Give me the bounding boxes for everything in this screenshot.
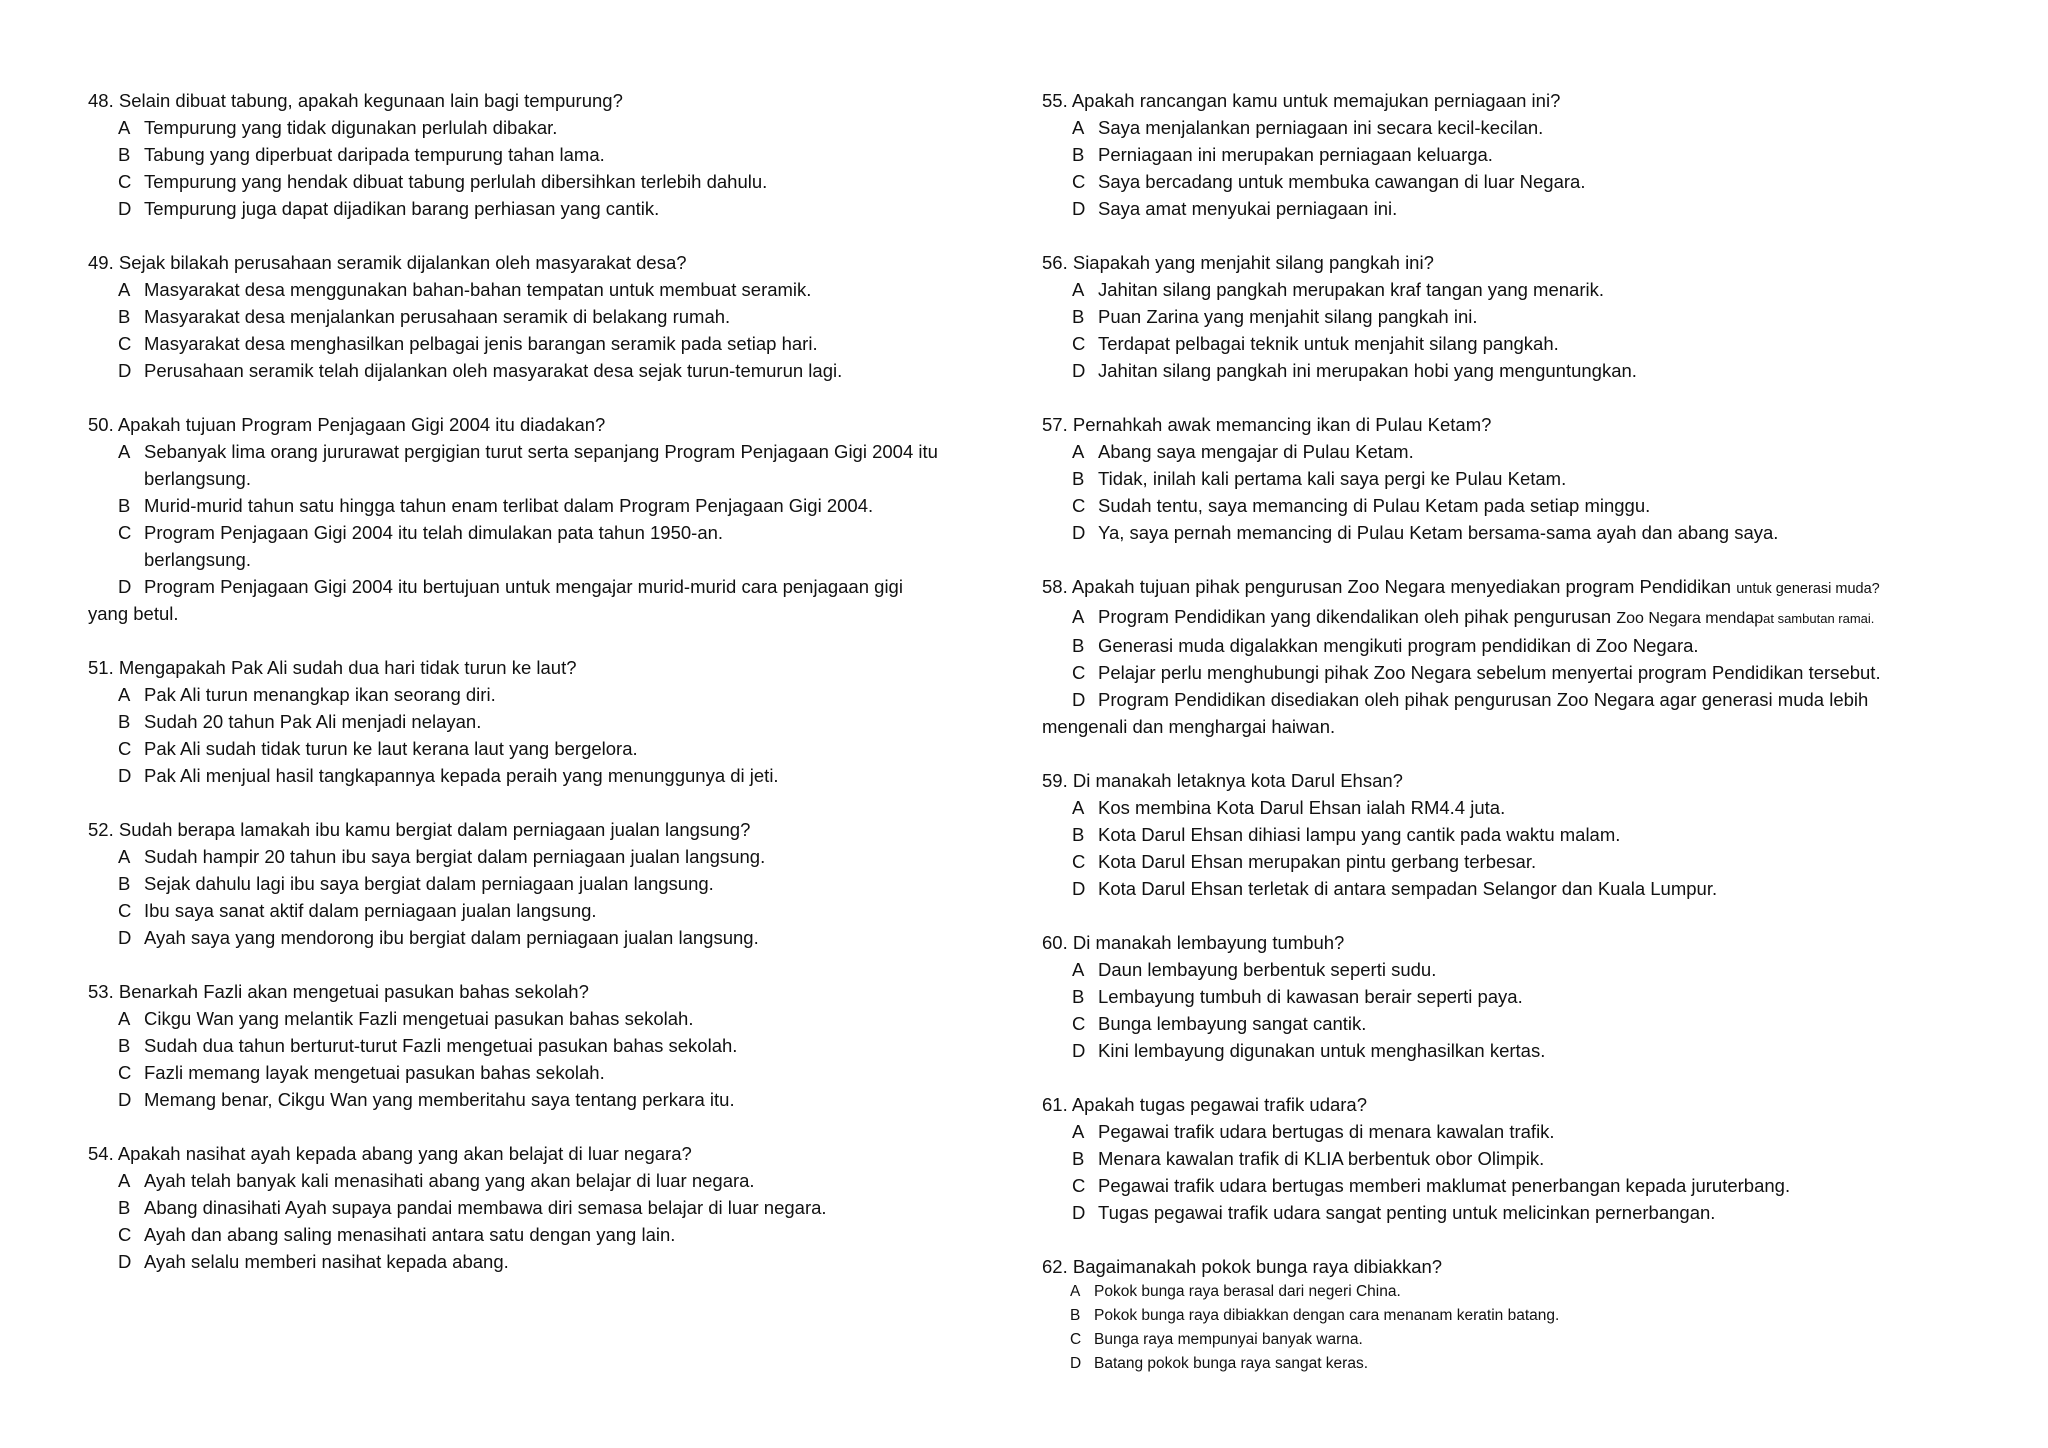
option-text: Kota Darul Ehsan dihiasi lampu yang cantik pada waktu malam. xyxy=(1098,824,1621,845)
option-a xyxy=(1042,1118,2000,1145)
option-b xyxy=(1042,1145,2000,1172)
option-c xyxy=(1042,1010,2000,1037)
question-text: 53. Benarkah Fazli akan mengetuai pasukan bahas sekolah? xyxy=(88,981,589,1002)
option-a xyxy=(88,1167,1023,1194)
option-b xyxy=(1042,632,2000,659)
option-letter: D xyxy=(118,765,132,786)
option-text: Kota Darul Ehsan merupakan pintu gerbang terbesar. xyxy=(1098,851,1537,872)
question-55 xyxy=(1042,87,2000,222)
question-text-small: untuk generasi muda? xyxy=(1736,581,1880,597)
option-a xyxy=(88,843,1023,870)
option-text: Cikgu Wan yang melantik Fazli mengetuai pasukan bahas sekolah. xyxy=(144,1008,694,1029)
option-a xyxy=(1042,276,2000,303)
question-text: 55. Apakah rancangan kamu untuk memajukan perniagaan ini? xyxy=(1042,90,1561,111)
option-text: Bunga raya mempunyai banyak warna. xyxy=(1094,1331,1363,1348)
option-c xyxy=(1042,492,2000,519)
option-letter: D xyxy=(118,576,132,597)
option-text: Tidak, inilah kali pertama kali saya pergi ke Pulau Ketam. xyxy=(1098,468,1567,489)
option-letter: D xyxy=(118,1251,132,1272)
option-text: Sudah 20 tahun Pak Ali menjadi nelayan. xyxy=(144,711,482,732)
option-text: Masyarakat desa menggunakan bahan-bahan tempatan untuk membuat seramik. xyxy=(144,279,812,300)
option-text: Sudah dua tahun berturut-turut Fazli mengetuai pasukan bahas sekolah. xyxy=(144,1035,738,1056)
option-text: Ayah telah banyak kali menasihati abang yang akan belajar di luar negara. xyxy=(144,1170,755,1191)
option-c xyxy=(1042,659,2000,686)
option-text: Pelajar perlu menghubungi pihak Zoo Negara sebelum menyertai program Pendidikan tersebut. xyxy=(1098,662,1881,683)
option-c xyxy=(88,168,1023,195)
option-letter: A xyxy=(118,684,131,705)
option-text: Ibu saya sanat aktif dalam perniagaan jualan langsung. xyxy=(144,900,597,921)
option-text: Ayah saya yang mendorong ibu bergiat dalam perniagaan jualan langsung. xyxy=(144,927,759,948)
question-text: 52. Sudah berapa lamakah ibu kamu bergiat dalam perniagaan jualan langsung? xyxy=(88,819,751,840)
question-text: 56. Siapakah yang menjahit silang pangkah ini? xyxy=(1042,252,1434,273)
option-letter: D xyxy=(1072,360,1086,381)
option-c xyxy=(88,735,1023,762)
question-text: 49. Sejak bilakah perusahaan seramik dijalankan oleh masyarakat desa? xyxy=(88,252,687,273)
option-letter: A xyxy=(1072,279,1085,300)
option-d xyxy=(1042,1037,2000,1064)
option-b xyxy=(1042,983,2000,1010)
option-a xyxy=(88,438,1023,465)
option-letter: D xyxy=(1072,1040,1086,1061)
option-text: Memang benar, Cikgu Wan yang memberitahu saya tentang perkara itu. xyxy=(144,1089,735,1110)
option-text: Jahitan silang pangkah merupakan kraf tangan yang menarik. xyxy=(1098,279,1604,300)
option-text: Ayah selalu memberi nasihat kepada abang. xyxy=(144,1251,509,1272)
option-text: Tempurung juga dapat dijadikan barang perhiasan yang cantik. xyxy=(144,198,660,219)
option-letter: C xyxy=(118,1062,132,1083)
option-letter: A xyxy=(1070,1283,1081,1300)
option-text: Ayah dan abang saling menasihati antara satu dengan yang lain. xyxy=(144,1224,676,1245)
question-50 xyxy=(88,411,1023,627)
option-letter: C xyxy=(1072,495,1086,516)
option-a xyxy=(88,681,1023,708)
option-text: Saya bercadang untuk membuka cawangan di luar Negara. xyxy=(1098,171,1586,192)
option-c xyxy=(1042,330,2000,357)
option-a xyxy=(1042,438,2000,465)
option-c xyxy=(1042,1172,2000,1199)
option-letter: C xyxy=(1072,1013,1086,1034)
option-text: Program Pendidikan yang dikendalikan oleh pihak pengurusan xyxy=(1098,606,1612,627)
option-text: Generasi muda digalakkan mengikuti program pendidikan di Zoo Negara. xyxy=(1098,635,1699,656)
option-d xyxy=(1042,875,2000,902)
option-b xyxy=(1042,821,2000,848)
question-62 xyxy=(1042,1253,2000,1376)
option-d xyxy=(88,573,1023,600)
option-letter: A xyxy=(1072,441,1085,462)
option-letter: B xyxy=(118,873,131,894)
option-text: Lembayung tumbuh di kawasan berair seperti paya. xyxy=(1098,986,1523,1007)
question-text: 59. Di manakah letaknya kota Darul Ehsan? xyxy=(1042,770,1403,791)
option-letter: C xyxy=(1072,1175,1086,1196)
option-text: Perniagaan ini merupakan perniagaan keluarga. xyxy=(1098,144,1493,165)
option-text: Ya, saya pernah memancing di Pulau Ketam bersama-sama ayah dan abang saya. xyxy=(1098,522,1779,543)
option-letter: C xyxy=(1072,851,1086,872)
option-text: Tugas pegawai trafik udara sangat penting untuk melicinkan pernerbangan. xyxy=(1098,1202,1716,1223)
option-c xyxy=(1042,168,2000,195)
option-letter: B xyxy=(118,1197,131,1218)
option-a xyxy=(88,114,1023,141)
option-letter: A xyxy=(1072,959,1085,980)
question-text xyxy=(1042,573,2000,603)
option-continuation: berlangsung. xyxy=(144,549,251,570)
question-56 xyxy=(1042,249,2000,384)
option-c xyxy=(88,330,1023,357)
question-61 xyxy=(1042,1091,2000,1226)
question-text: 60. Di manakah lembayung tumbuh? xyxy=(1042,932,1345,953)
option-text: Saya amat menyukai perniagaan ini. xyxy=(1098,198,1398,219)
option-text: Perusahaan seramik telah dijalankan oleh masyarakat desa sejak turun-temurun lagi. xyxy=(144,360,843,381)
option-b xyxy=(88,1194,1023,1221)
option-letter: D xyxy=(1072,689,1086,710)
option-letter: D xyxy=(118,1089,132,1110)
question-59 xyxy=(1042,767,2000,902)
option-text: Abang dinasihati Ayah supaya pandai membawa diri semasa belajar di luar negara. xyxy=(144,1197,827,1218)
option-text: Masyarakat desa menjalankan perusahaan seramik di belakang rumah. xyxy=(144,306,731,327)
option-d xyxy=(1042,686,2000,713)
option-letter: B xyxy=(118,144,131,165)
option-text: Kos membina Kota Darul Ehsan ialah RM4.4 juta. xyxy=(1098,797,1506,818)
option-d xyxy=(88,762,1023,789)
option-c xyxy=(1042,848,2000,875)
option-letter: C xyxy=(1070,1331,1082,1348)
option-letter: D xyxy=(1072,1202,1086,1223)
option-letter: B xyxy=(1072,1148,1085,1169)
question-text: 48. Selain dibuat tabung, apakah kegunaan lain bagi tempurung? xyxy=(88,90,623,111)
option-letter: D xyxy=(1072,878,1086,899)
option-b xyxy=(1042,141,2000,168)
question-text: 61. Apakah tugas pegawai trafik udara? xyxy=(1042,1094,1368,1115)
question-58 xyxy=(1042,573,2000,740)
option-b xyxy=(88,870,1023,897)
option-letter: A xyxy=(118,117,131,138)
option-text: Program Penjagaan Gigi 2004 itu telah dimulakan pata tahun 1950-an. xyxy=(144,522,724,543)
question-text-main: 58. Apakah tujuan pihak pengurusan Zoo Negara menyediakan program Pendidikan xyxy=(1042,576,1732,597)
option-text: Sebanyak lima orang jururawat pergigian turut serta sepanjang Program Penjagaan Gigi 2004 itu xyxy=(144,441,938,462)
option-a xyxy=(88,1005,1023,1032)
option-text: Sudah hampir 20 tahun ibu saya bergiat dalam perniagaan jualan langsung. xyxy=(144,846,766,867)
option-letter: A xyxy=(118,846,131,867)
option-letter: C xyxy=(1072,333,1086,354)
option-text: Daun lembayung berbentuk seperti sudu. xyxy=(1098,959,1437,980)
option-letter: B xyxy=(118,495,131,516)
option-b xyxy=(88,303,1023,330)
option-text: Jahitan silang pangkah ini merupakan hobi yang menguntungkan. xyxy=(1098,360,1637,381)
option-a xyxy=(88,276,1023,303)
option-c xyxy=(1042,1328,2000,1352)
option-d xyxy=(88,1248,1023,1275)
option-a xyxy=(1042,794,2000,821)
question-text: 51. Mengapakah Pak Ali sudah dua hari tidak turun ke laut? xyxy=(88,657,577,678)
question-text: 57. Pernahkah awak memancing ikan di Pulau Ketam? xyxy=(1042,414,1492,435)
option-text: Pokok bunga raya berasal dari negeri China. xyxy=(1094,1283,1401,1300)
option-d xyxy=(1042,357,2000,384)
option-text: Pak Ali sudah tidak turun ke laut kerana laut yang bergelora. xyxy=(144,738,638,759)
option-text: Sudah tentu, saya memancing di Pulau Ketam pada setiap minggu. xyxy=(1098,495,1651,516)
option-letter: B xyxy=(118,306,131,327)
question-52 xyxy=(88,816,1023,951)
option-d xyxy=(88,357,1023,384)
option-text: Sejak dahulu lagi ibu saya bergiat dalam perniagaan jualan langsung. xyxy=(144,873,714,894)
option-text: Tempurung yang tidak digunakan perlulah dibakar. xyxy=(144,117,558,138)
option-letter: B xyxy=(118,711,131,732)
question-text: 54. Apakah nasihat ayah kepada abang yang akan belajat di luar negara? xyxy=(88,1143,692,1164)
option-text: Pegawai trafik udara bertugas memberi maklumat penerbangan kepada juruterbang. xyxy=(1098,1175,1791,1196)
option-letter: C xyxy=(118,738,132,759)
option-text: Masyarakat desa menghasilkan pelbagai jenis barangan seramik pada setiap hari. xyxy=(144,333,818,354)
option-letter: B xyxy=(1072,635,1085,656)
option-letter: C xyxy=(1072,171,1086,192)
option-letter: C xyxy=(118,522,132,543)
option-d xyxy=(88,1086,1023,1113)
option-text-mid: Zoo Negara mendap xyxy=(1616,610,1764,627)
option-text: Program Pendidikan disediakan oleh pihak pengurusan Zoo Negara agar generasi muda lebih xyxy=(1098,689,1869,710)
option-letter: A xyxy=(1072,606,1085,627)
left-column xyxy=(88,87,1023,1302)
question-53 xyxy=(88,978,1023,1113)
option-letter: A xyxy=(118,441,131,462)
question-49 xyxy=(88,249,1023,384)
question-60 xyxy=(1042,929,2000,1064)
option-text: Pak Ali menjual hasil tangkapannya kepada peraih yang menunggunya di jeti. xyxy=(144,765,779,786)
option-text: Menara kawalan trafik di KLIA berbentuk obor Olimpik. xyxy=(1098,1148,1545,1169)
option-c xyxy=(88,519,1023,546)
option-letter: B xyxy=(118,1035,131,1056)
right-column xyxy=(1042,87,2000,1403)
option-d xyxy=(1042,519,2000,546)
option-b xyxy=(88,708,1023,735)
option-a xyxy=(1042,114,2000,141)
option-text: Kota Darul Ehsan terletak di antara sempadan Selangor dan Kuala Lumpur. xyxy=(1098,878,1718,899)
option-letter: D xyxy=(118,927,132,948)
option-text: Fazli memang layak mengetuai pasukan bahas sekolah. xyxy=(144,1062,605,1083)
option-letter: A xyxy=(1072,797,1085,818)
option-text: Murid-murid tahun satu hingga tahun enam terlibat dalam Program Penjagaan Gigi 2004. xyxy=(144,495,874,516)
option-letter: B xyxy=(1072,144,1085,165)
option-text: Bunga lembayung sangat cantik. xyxy=(1098,1013,1367,1034)
option-d xyxy=(1042,1352,2000,1376)
option-c xyxy=(88,1059,1023,1086)
option-letter: C xyxy=(118,1224,132,1245)
option-letter: D xyxy=(1070,1355,1082,1372)
option-text: Program Penjagaan Gigi 2004 itu bertujuan untuk mengajar murid-murid cara penjagaan gigi xyxy=(144,576,903,597)
option-text: Saya menjalankan perniagaan ini secara kecil-kecilan. xyxy=(1098,117,1544,138)
option-letter: D xyxy=(118,360,132,381)
option-a xyxy=(1042,956,2000,983)
option-letter: A xyxy=(118,279,131,300)
option-continuation: berlangsung. xyxy=(144,468,251,489)
option-d xyxy=(88,195,1023,222)
option-letter: A xyxy=(1072,1121,1085,1142)
question-text: 62. Bagaimanakah pokok bunga raya dibiakkan? xyxy=(1042,1256,1443,1277)
option-letter: B xyxy=(1072,306,1085,327)
option-text: Terdapat pelbagai teknik untuk menjahit silang pangkah. xyxy=(1098,333,1559,354)
option-text: Tabung yang diperbuat daripada tempurung tahan lama. xyxy=(144,144,605,165)
option-text: Puan Zarina yang menjahit silang pangkah ini. xyxy=(1098,306,1478,327)
option-text: Kini lembayung digunakan untuk menghasilkan kertas. xyxy=(1098,1040,1546,1061)
option-c xyxy=(88,1221,1023,1248)
question-54 xyxy=(88,1140,1023,1275)
option-text: Pokok bunga raya dibiakkan dengan cara menanam keratin batang. xyxy=(1094,1307,1560,1324)
option-letter: D xyxy=(1072,198,1086,219)
option-letter: A xyxy=(1072,117,1085,138)
option-a xyxy=(1042,603,2000,632)
option-continuation: mengenali dan menghargai haiwan. xyxy=(1042,716,1336,737)
option-c xyxy=(88,897,1023,924)
question-51 xyxy=(88,654,1023,789)
option-letter: B xyxy=(1072,824,1085,845)
option-letter: C xyxy=(118,171,132,192)
option-text: Batang pokok bunga raya sangat keras. xyxy=(1094,1355,1369,1372)
option-text: Pegawai trafik udara bertugas di menara kawalan trafik. xyxy=(1098,1121,1555,1142)
option-text: Pak Ali turun menangkap ikan seorang diri. xyxy=(144,684,496,705)
option-d xyxy=(1042,195,2000,222)
option-d xyxy=(88,924,1023,951)
option-letter: C xyxy=(118,333,132,354)
option-text: Abang saya mengajar di Pulau Ketam. xyxy=(1098,441,1414,462)
option-b xyxy=(1042,465,2000,492)
option-letter: A xyxy=(118,1008,131,1029)
option-continuation: yang betul. xyxy=(88,603,179,624)
option-letter: B xyxy=(1070,1307,1081,1324)
option-letter: C xyxy=(118,900,132,921)
option-b xyxy=(88,141,1023,168)
option-letter: B xyxy=(1072,468,1085,489)
option-letter: D xyxy=(1072,522,1086,543)
option-b xyxy=(1042,303,2000,330)
option-b xyxy=(88,492,1023,519)
option-letter: A xyxy=(118,1170,131,1191)
option-b xyxy=(88,1032,1023,1059)
option-letter: D xyxy=(118,198,132,219)
option-b xyxy=(1042,1304,2000,1328)
question-48 xyxy=(88,87,1023,222)
option-a xyxy=(1042,1280,2000,1304)
option-letter: C xyxy=(1072,662,1086,683)
option-letter: B xyxy=(1072,986,1085,1007)
option-d xyxy=(1042,1199,2000,1226)
option-text: Tempurung yang hendak dibuat tabung perlulah dibersihkan terlebih dahulu. xyxy=(144,171,768,192)
question-57 xyxy=(1042,411,2000,546)
option-text-small: at sambutan ramai. xyxy=(1763,611,1875,626)
question-text: 50. Apakah tujuan Program Penjagaan Gigi 2004 itu diadakan? xyxy=(88,414,606,435)
